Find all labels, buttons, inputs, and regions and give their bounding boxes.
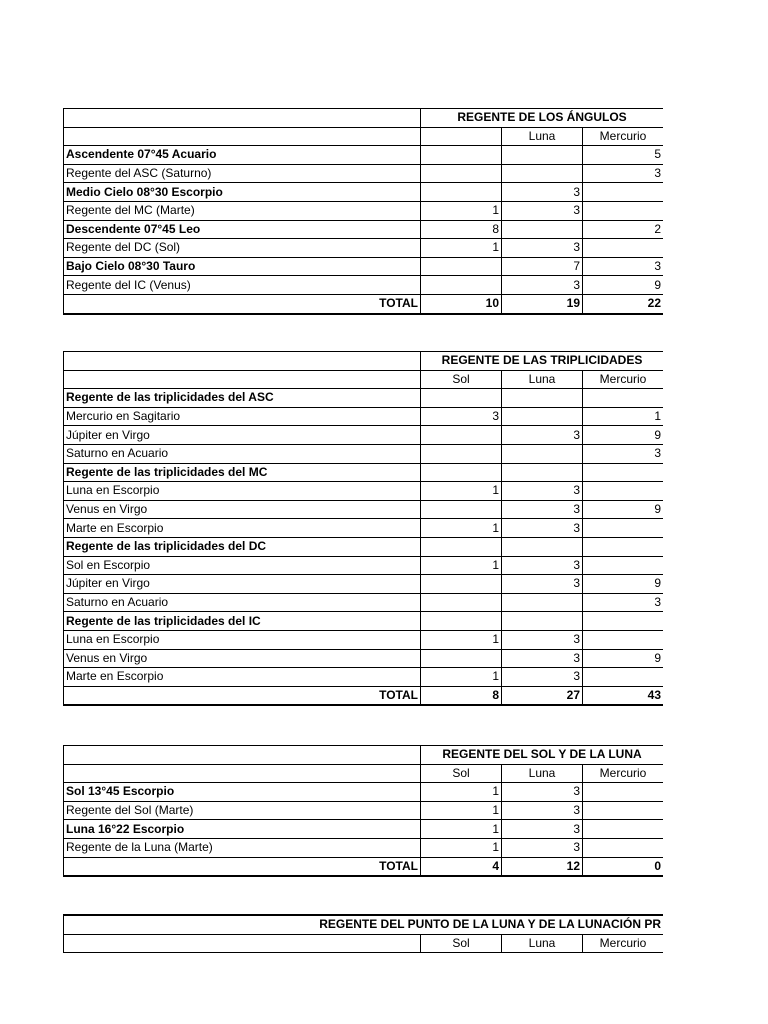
table-row — [64, 575, 664, 594]
table-row — [64, 463, 664, 482]
header-row — [64, 127, 664, 146]
luna-value-cell[interactable]: 3 — [502, 500, 583, 519]
header-row — [64, 934, 664, 953]
row-label-cell[interactable]: Saturno en Acuario — [64, 593, 421, 612]
luna-value-cell[interactable] — [502, 389, 583, 408]
header-label-cell[interactable] — [64, 934, 421, 953]
luna-value-cell[interactable]: 3 — [502, 239, 583, 258]
sol-total-cell[interactable]: 4 — [421, 857, 502, 876]
table-title[interactable]: REGENTE DE LOS ÁNGULOS — [421, 109, 664, 128]
mercurio-value-cell[interactable] — [583, 612, 664, 631]
table-row — [64, 164, 664, 183]
mercurio-value-cell[interactable] — [583, 783, 664, 802]
table-1 — [63, 108, 663, 315]
title-spacer-cell[interactable] — [64, 352, 421, 371]
mercurio-value-cell[interactable] — [583, 482, 664, 501]
column-header[interactable] — [421, 127, 502, 146]
luna-value-cell[interactable]: 3 — [502, 426, 583, 445]
mercurio-value-cell[interactable] — [583, 801, 664, 820]
table-row — [64, 783, 664, 802]
mercurio-value-cell[interactable]: 9 — [583, 575, 664, 594]
row-label-cell[interactable]: Luna 16°22 Escorpio — [64, 820, 421, 839]
row-label-cell[interactable]: Regente de las triplicidades del IC — [64, 612, 421, 631]
header-row — [64, 370, 664, 389]
total-label-cell[interactable]: TOTAL — [64, 294, 421, 313]
mercurio-value-cell[interactable] — [583, 239, 664, 258]
table-row — [64, 257, 664, 276]
row-label-cell[interactable]: Luna en Escorpio — [64, 630, 421, 649]
mercurio-value-cell[interactable]: 2 — [583, 220, 664, 239]
table-row — [64, 537, 664, 556]
luna-value-cell[interactable]: 3 — [502, 519, 583, 538]
row-label-cell[interactable]: Saturno en Acuario — [64, 444, 421, 463]
luna-value-cell[interactable]: 3 — [502, 630, 583, 649]
column-header[interactable]: Luna — [502, 370, 583, 389]
table-4 — [63, 914, 663, 953]
table-row — [64, 183, 664, 202]
total-label-cell[interactable]: TOTAL — [64, 857, 421, 876]
row-label-cell[interactable]: Ascendente 07°45 Acuario — [64, 146, 421, 165]
luna-value-cell[interactable]: 3 — [502, 801, 583, 820]
sol-value-cell[interactable]: 1 — [421, 801, 502, 820]
table-row — [64, 630, 664, 649]
table-title-row — [64, 352, 664, 371]
luna-value-cell[interactable] — [502, 146, 583, 165]
luna-value-cell[interactable]: 3 — [502, 783, 583, 802]
sol-value-cell[interactable] — [421, 537, 502, 556]
mercurio-total-cell[interactable]: 0 — [583, 857, 664, 876]
mercurio-value-cell[interactable]: 1 — [583, 407, 664, 426]
luna-value-cell[interactable]: 3 — [502, 649, 583, 668]
table-row — [64, 649, 664, 668]
mercurio-value-cell[interactable] — [583, 389, 664, 408]
row-label-cell[interactable]: Regente de las triplicidades del MC — [64, 463, 421, 482]
sol-value-cell[interactable]: 1 — [421, 519, 502, 538]
table-title[interactable]: REGENTE DE LAS TRIPLICIDADES — [421, 352, 664, 371]
table-row — [64, 801, 664, 820]
row-label-cell[interactable]: Regente del DC (Sol) — [64, 239, 421, 258]
column-header[interactable]: Sol — [421, 370, 502, 389]
table-title-row — [64, 915, 664, 934]
mercurio-value-cell[interactable] — [583, 519, 664, 538]
table-row — [64, 389, 664, 408]
row-label-cell[interactable]: Sol 13°45 Escorpio — [64, 783, 421, 802]
luna-value-cell[interactable] — [502, 463, 583, 482]
row-label-cell[interactable]: Regente del IC (Venus) — [64, 276, 421, 295]
sol-value-cell[interactable] — [421, 389, 502, 408]
sol-value-cell[interactable]: 1 — [421, 838, 502, 857]
table-3 — [63, 745, 663, 877]
row-label-cell[interactable]: Júpiter en Virgo — [64, 426, 421, 445]
sol-value-cell[interactable] — [421, 276, 502, 295]
row-label-cell[interactable]: Venus en Virgo — [64, 649, 421, 668]
mercurio-value-cell[interactable]: 3 — [583, 444, 664, 463]
sol-value-cell[interactable] — [421, 575, 502, 594]
title-spacer-cell[interactable] — [64, 109, 421, 128]
row-label-cell[interactable]: Regente del Sol (Marte) — [64, 801, 421, 820]
row-label-cell[interactable]: Regente de la Luna (Marte) — [64, 838, 421, 857]
luna-value-cell[interactable]: 3 — [502, 201, 583, 220]
table-row — [64, 444, 664, 463]
luna-total-cell[interactable]: 19 — [502, 294, 583, 313]
column-header[interactable]: Mercurio — [583, 934, 664, 953]
column-header[interactable]: Sol — [421, 764, 502, 783]
sol-value-cell[interactable] — [421, 444, 502, 463]
sol-value-cell[interactable] — [421, 649, 502, 668]
luna-value-cell[interactable]: 3 — [502, 820, 583, 839]
row-label-cell[interactable]: Júpiter en Virgo — [64, 575, 421, 594]
row-label-cell[interactable]: Sol en Escorpio — [64, 556, 421, 575]
sol-value-cell[interactable] — [421, 612, 502, 631]
table-2 — [63, 351, 663, 706]
table-row — [64, 407, 664, 426]
mercurio-value-cell[interactable]: 3 — [583, 593, 664, 612]
table-row — [64, 668, 664, 687]
header-label-cell[interactable] — [64, 370, 421, 389]
header-label-cell[interactable] — [64, 764, 421, 783]
mercurio-value-cell[interactable]: 9 — [583, 426, 664, 445]
luna-value-cell[interactable]: 3 — [502, 838, 583, 857]
mercurio-value-cell[interactable] — [583, 820, 664, 839]
row-label-cell[interactable]: Regente de las triplicidades del ASC — [64, 389, 421, 408]
row-label-cell[interactable]: Mercurio en Sagitario — [64, 407, 421, 426]
table-row — [64, 838, 664, 857]
sol-total-cell[interactable]: 10 — [421, 294, 502, 313]
table-row — [64, 500, 664, 519]
mercurio-value-cell[interactable]: 5 — [583, 146, 664, 165]
mercurio-value-cell[interactable] — [583, 838, 664, 857]
column-header[interactable]: Mercurio — [583, 127, 664, 146]
sol-value-cell[interactable] — [421, 426, 502, 445]
luna-value-cell[interactable] — [502, 220, 583, 239]
table-row — [64, 426, 664, 445]
luna-value-cell[interactable] — [502, 444, 583, 463]
column-header[interactable]: Mercurio — [583, 764, 664, 783]
total-label-cell[interactable]: TOTAL — [64, 686, 421, 705]
table-row — [64, 556, 664, 575]
luna-value-cell[interactable] — [502, 164, 583, 183]
luna-value-cell[interactable] — [502, 537, 583, 556]
sol-value-cell[interactable] — [421, 593, 502, 612]
row-label-cell[interactable]: Luna en Escorpio — [64, 482, 421, 501]
title-spacer-cell[interactable] — [64, 746, 421, 765]
table-title[interactable]: REGENTE DEL SOL Y DE LA LUNA — [421, 746, 664, 765]
luna-total-cell[interactable]: 12 — [502, 857, 583, 876]
table-row — [64, 593, 664, 612]
table-row — [64, 220, 664, 239]
mercurio-value-cell[interactable] — [583, 630, 664, 649]
sol-value-cell[interactable]: 1 — [421, 556, 502, 575]
table-title-row — [64, 109, 664, 128]
mercurio-value-cell[interactable] — [583, 201, 664, 220]
mercurio-value-cell[interactable] — [583, 556, 664, 575]
table-row — [64, 146, 664, 165]
luna-value-cell[interactable]: 3 — [502, 556, 583, 575]
luna-value-cell[interactable] — [502, 593, 583, 612]
table-row — [64, 612, 664, 631]
row-label-cell[interactable]: Regente del ASC (Saturno) — [64, 164, 421, 183]
sol-value-cell[interactable]: 1 — [421, 630, 502, 649]
luna-value-cell[interactable] — [502, 612, 583, 631]
row-label-cell[interactable]: Regente del MC (Marte) — [64, 201, 421, 220]
row-label-cell[interactable]: Venus en Virgo — [64, 500, 421, 519]
header-label-cell[interactable] — [64, 127, 421, 146]
luna-total-cell[interactable]: 27 — [502, 686, 583, 705]
sol-value-cell[interactable]: 1 — [421, 482, 502, 501]
table-row — [64, 239, 664, 258]
mercurio-value-cell[interactable]: 3 — [583, 257, 664, 276]
mercurio-value-cell[interactable] — [583, 463, 664, 482]
mercurio-value-cell[interactable] — [583, 537, 664, 556]
mercurio-value-cell[interactable]: 3 — [583, 164, 664, 183]
row-label-cell[interactable]: Marte en Escorpio — [64, 668, 421, 687]
sol-value-cell[interactable]: 1 — [421, 239, 502, 258]
row-label-cell[interactable]: Marte en Escorpio — [64, 519, 421, 538]
mercurio-value-cell[interactable] — [583, 183, 664, 202]
sol-value-cell[interactable] — [421, 463, 502, 482]
sol-value-cell[interactable]: 1 — [421, 783, 502, 802]
mercurio-value-cell[interactable]: 9 — [583, 649, 664, 668]
total-row — [64, 294, 664, 313]
column-header[interactable]: Luna — [502, 127, 583, 146]
luna-value-cell[interactable]: 3 — [502, 575, 583, 594]
table-title-row — [64, 746, 664, 765]
sol-value-cell[interactable] — [421, 183, 502, 202]
row-label-cell[interactable]: Descendente 07°45 Leo — [64, 220, 421, 239]
row-label-cell[interactable]: Regente de las triplicidades del DC — [64, 537, 421, 556]
luna-value-cell[interactable]: 3 — [502, 183, 583, 202]
mercurio-value-cell[interactable] — [583, 668, 664, 687]
sol-value-cell[interactable]: 1 — [421, 668, 502, 687]
column-header[interactable]: Sol — [421, 934, 502, 953]
column-header[interactable]: Luna — [502, 764, 583, 783]
table-row — [64, 519, 664, 538]
row-label-cell[interactable]: Medio Cielo 08°30 Escorpio — [64, 183, 421, 202]
sol-value-cell[interactable]: 1 — [421, 820, 502, 839]
sol-value-cell[interactable] — [421, 164, 502, 183]
luna-value-cell[interactable]: 3 — [502, 276, 583, 295]
table-row — [64, 820, 664, 839]
row-label-cell[interactable]: Bajo Cielo 08°30 Tauro — [64, 257, 421, 276]
mercurio-value-cell[interactable]: 9 — [583, 500, 664, 519]
column-header[interactable]: Mercurio — [583, 370, 664, 389]
header-row — [64, 764, 664, 783]
table-row — [64, 276, 664, 295]
sol-value-cell[interactable]: 1 — [421, 201, 502, 220]
mercurio-total-cell[interactable]: 43 — [583, 686, 664, 705]
sol-total-cell[interactable]: 8 — [421, 686, 502, 705]
sol-value-cell[interactable] — [421, 257, 502, 276]
table-row — [64, 201, 664, 220]
sol-value-cell[interactable]: 3 — [421, 407, 502, 426]
total-row — [64, 686, 664, 705]
luna-value-cell[interactable]: 3 — [502, 482, 583, 501]
mercurio-value-cell[interactable]: 9 — [583, 276, 664, 295]
table-title[interactable]: REGENTE DEL PUNTO DE LA LUNA Y DE LA LUNACIÓN PR — [64, 915, 664, 934]
luna-value-cell[interactable]: 3 — [502, 668, 583, 687]
sol-value-cell[interactable] — [421, 500, 502, 519]
sol-value-cell[interactable]: 8 — [421, 220, 502, 239]
table-row — [64, 482, 664, 501]
luna-value-cell[interactable] — [502, 407, 583, 426]
sol-value-cell[interactable] — [421, 146, 502, 165]
mercurio-total-cell[interactable]: 22 — [583, 294, 664, 313]
luna-value-cell[interactable]: 7 — [502, 257, 583, 276]
total-row — [64, 857, 664, 876]
column-header[interactable]: Luna — [502, 934, 583, 953]
